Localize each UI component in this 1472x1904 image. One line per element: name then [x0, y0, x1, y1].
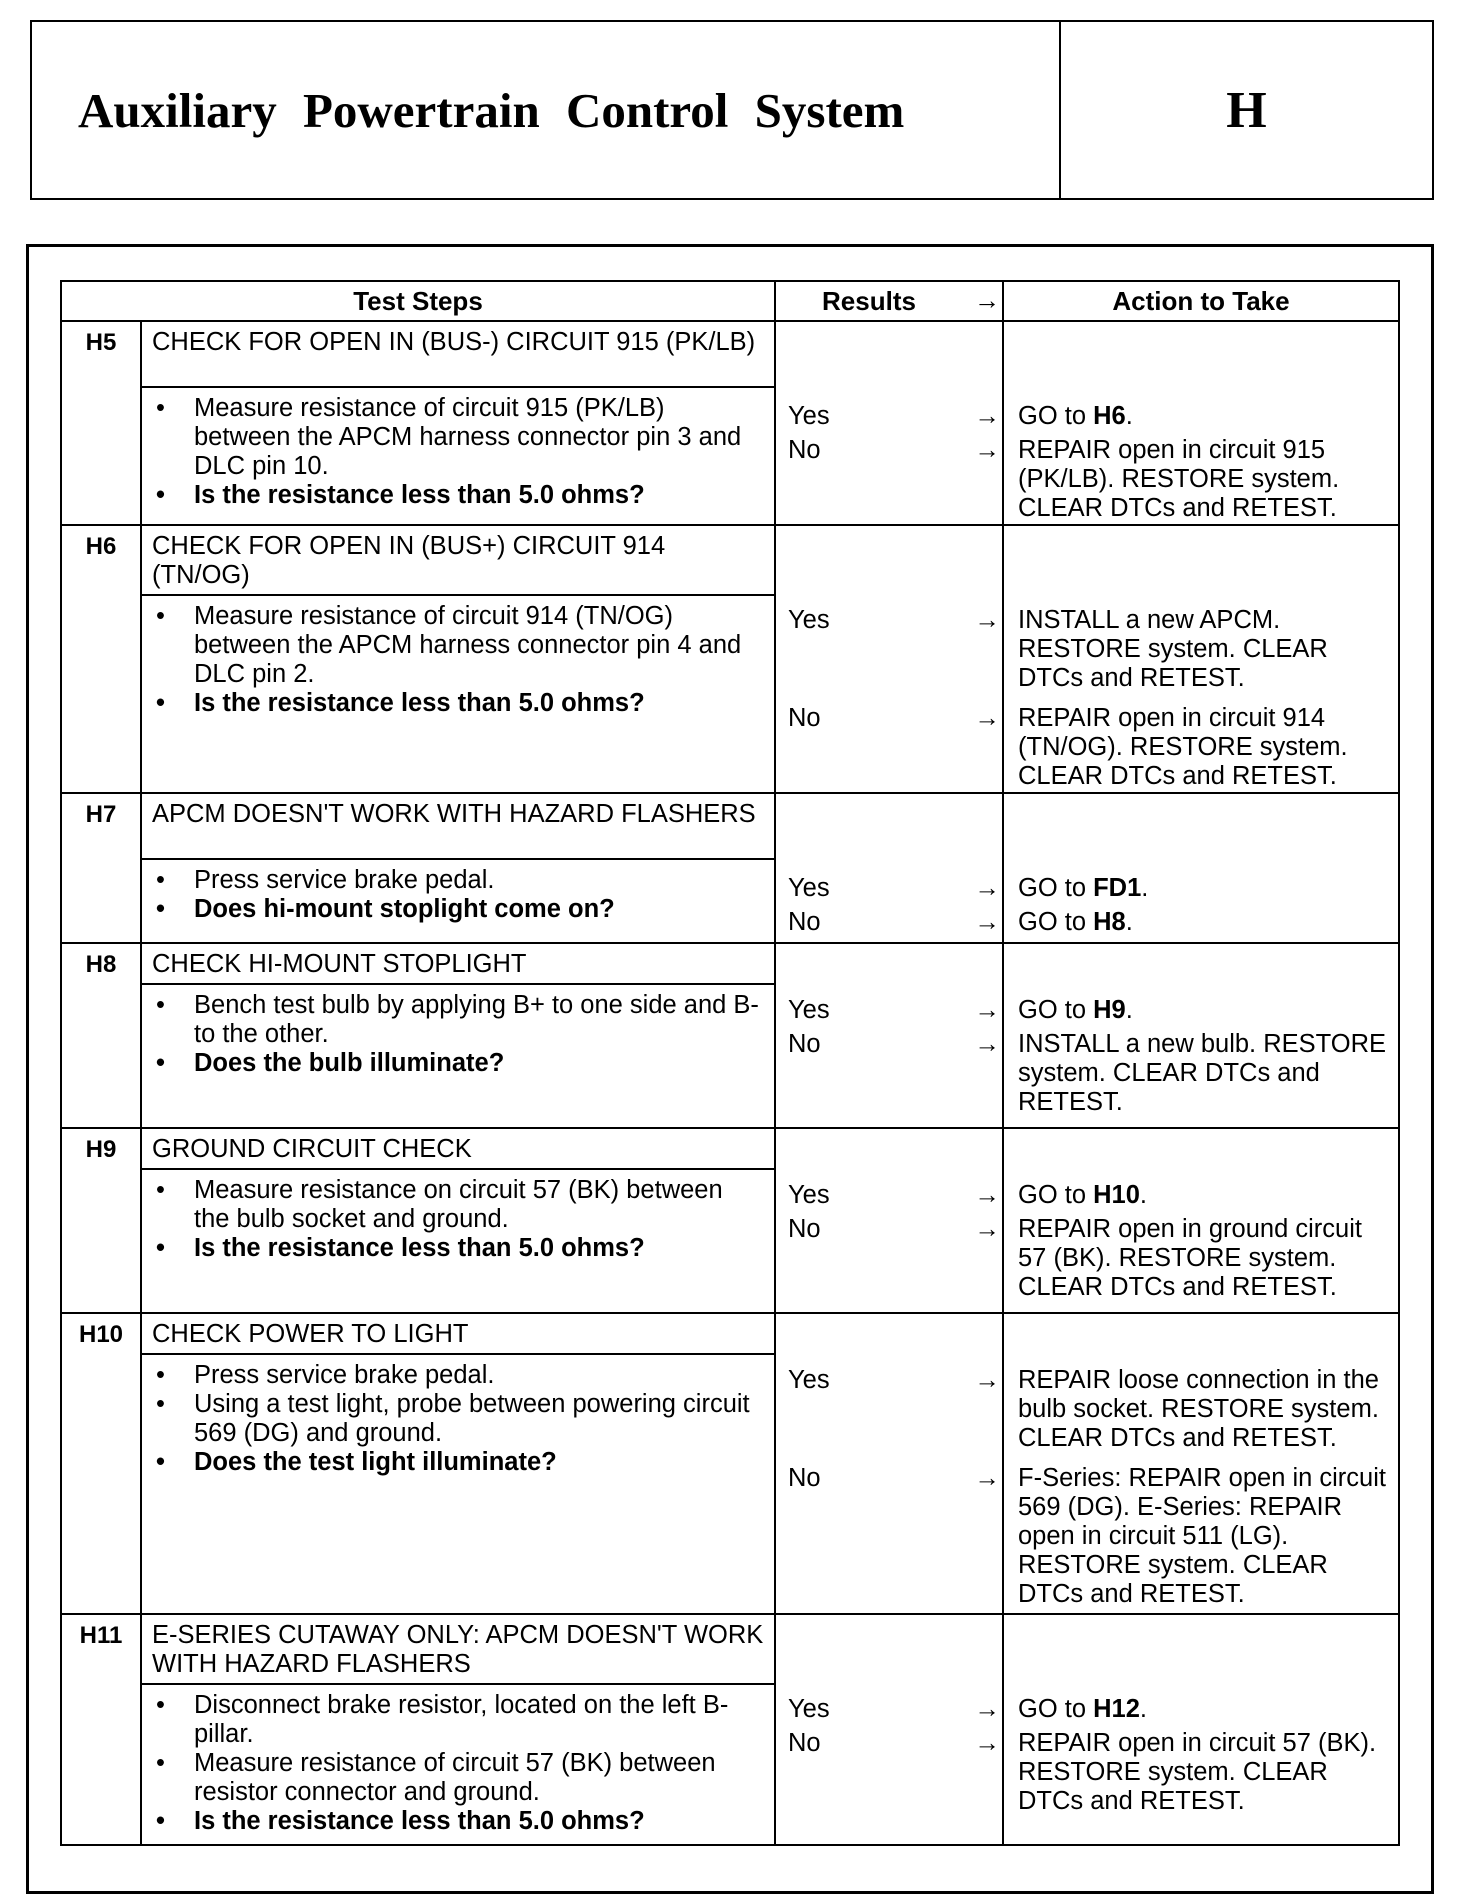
result-label: No	[788, 704, 821, 732]
list-item: • Press service brake pedal.	[154, 866, 764, 895]
step-instructions	[141, 859, 775, 943]
action-text	[1018, 874, 1392, 903]
action-text-end: .	[1125, 402, 1133, 430]
result-yes	[788, 402, 1002, 431]
action-text-main: GO to	[1018, 1181, 1094, 1209]
table-row	[61, 793, 1399, 859]
list-item: • Disconnect brake resistor, located on the left B-pillar.	[154, 1691, 764, 1749]
instruction-list	[142, 985, 774, 1086]
arrow-icon: →	[974, 1215, 1000, 1243]
list-item: • Using a test light, probe between powering circuit 569 (DG) and ground.	[154, 1390, 764, 1448]
header-test-steps: Test Steps	[61, 281, 775, 321]
result-no	[788, 908, 1002, 937]
arrow-icon: →	[974, 1695, 1000, 1723]
arrow-icon: →	[974, 996, 1000, 1024]
result-label: No	[788, 1215, 821, 1243]
list-item: • Press service brake pedal.	[154, 1361, 764, 1390]
instruction-list	[142, 388, 774, 518]
result-no	[788, 436, 1002, 465]
step-title: CHECK FOR OPEN IN (BUS-) CIRCUIT 915 (PK/LB)	[141, 321, 775, 387]
action-text	[1018, 606, 1392, 693]
action-text	[1018, 996, 1392, 1025]
instruction-list	[142, 1170, 774, 1271]
action-text-main: REPAIR open in ground circuit 57 (BK). RESTORE system. CLEAR DTCs and RETEST.	[1018, 1215, 1362, 1301]
action-cell	[1003, 1614, 1399, 1845]
action-text-end: .	[1125, 996, 1133, 1024]
action-text-main: F-Series: REPAIR open in circuit 569 (DG). E-Series: REPAIR open in circuit 511 (LG). RESTORE system. CLEAR DTCs and RETEST.	[1018, 1464, 1386, 1608]
action-text-main: REPAIR loose connection in the bulb socket. RESTORE system. CLEAR DTCs and RETEST.	[1018, 1366, 1379, 1452]
action-text	[1018, 1181, 1392, 1210]
step-question: • Is the resistance less than 5.0 ohms?	[154, 1234, 764, 1263]
result-label: Yes	[788, 874, 830, 902]
results-cell	[775, 1614, 1003, 1845]
action-text	[1018, 402, 1392, 431]
action-step-ref: H6	[1093, 402, 1126, 430]
action-text-end: .	[1141, 874, 1149, 902]
result-yes	[788, 1366, 1002, 1395]
test-steps-table	[60, 280, 1400, 1846]
arrow-icon: →	[974, 1030, 1000, 1058]
arrow-icon: →	[974, 1729, 1000, 1757]
list-item: • Measure resistance of circuit 914 (TN/OG) between the APCM harness connector pin 4 and DLC pin 2.	[154, 602, 764, 689]
arrow-icon: →	[974, 606, 1000, 634]
action-step-ref: H8	[1093, 908, 1126, 936]
result-label: Yes	[788, 1695, 830, 1723]
action-text-main: REPAIR open in circuit 57 (BK). RESTORE system. CLEAR DTCs and RETEST.	[1018, 1729, 1377, 1815]
step-instructions	[141, 1354, 775, 1614]
result-label: Yes	[788, 606, 830, 634]
instruction-list	[142, 596, 774, 726]
results-cell	[775, 943, 1003, 1128]
table-row	[61, 1128, 1399, 1169]
section-letter: H	[1226, 81, 1267, 139]
step-id: H11	[61, 1614, 141, 1845]
instruction-list	[142, 1685, 774, 1844]
step-instructions	[141, 1169, 775, 1313]
step-id: H7	[61, 793, 141, 943]
table-row	[61, 943, 1399, 984]
step-id: H10	[61, 1313, 141, 1614]
list-item: • Bench test bulb by applying B+ to one side and B- to the other.	[154, 991, 764, 1049]
arrow-icon: →	[974, 285, 1000, 315]
action-text	[1018, 1729, 1392, 1816]
table-row	[61, 321, 1399, 387]
action-step-ref: FD1	[1093, 874, 1142, 902]
result-label: Yes	[788, 402, 830, 430]
arrow-icon: →	[974, 436, 1000, 464]
action-text	[1018, 704, 1392, 791]
action-step-ref: H10	[1093, 1181, 1140, 1209]
arrow-icon: →	[974, 908, 1000, 936]
results-cell	[775, 793, 1003, 943]
page-title: Auxiliary Powertrain Control System	[32, 22, 1061, 198]
arrow-icon: →	[974, 704, 1000, 732]
instruction-list	[142, 860, 774, 932]
step-instructions	[141, 1684, 775, 1845]
result-no	[788, 1030, 1002, 1059]
results-cell	[775, 1313, 1003, 1614]
action-text	[1018, 908, 1392, 937]
step-id: H6	[61, 525, 141, 793]
list-item: • Measure resistance on circuit 57 (BK) between the bulb socket and ground.	[154, 1176, 764, 1234]
result-no	[788, 1215, 1002, 1244]
results-cell	[775, 321, 1003, 525]
action-cell	[1003, 321, 1399, 525]
action-text-main: GO to	[1018, 1695, 1094, 1723]
action-text-main: GO to	[1018, 402, 1094, 430]
arrow-icon: →	[974, 1366, 1000, 1394]
action-text-main: REPAIR open in circuit 914 (TN/OG). RESTORE system. CLEAR DTCs and RETEST.	[1018, 704, 1348, 790]
step-instructions	[141, 387, 775, 525]
action-text	[1018, 1695, 1392, 1724]
action-text-end: .	[1139, 1695, 1147, 1723]
result-label: No	[788, 1464, 821, 1492]
step-instructions	[141, 984, 775, 1128]
step-title: APCM DOESN'T WORK WITH HAZARD FLASHERS	[141, 793, 775, 859]
step-title: CHECK POWER TO LIGHT	[141, 1313, 775, 1354]
action-text	[1018, 1030, 1392, 1117]
result-yes	[788, 996, 1002, 1025]
result-label: Yes	[788, 1366, 830, 1394]
step-id: H8	[61, 943, 141, 1128]
result-no	[788, 1729, 1002, 1758]
action-text-main: REPAIR open in circuit 915 (PK/LB). RESTORE system. CLEAR DTCs and RETEST.	[1018, 436, 1340, 522]
action-text-main: INSTALL a new APCM. RESTORE system. CLEAR DTCs and RETEST.	[1018, 606, 1328, 692]
table-row	[61, 1313, 1399, 1354]
step-question: • Is the resistance less than 5.0 ohms?	[154, 689, 764, 718]
step-id: H9	[61, 1128, 141, 1313]
step-title: GROUND CIRCUIT CHECK	[141, 1128, 775, 1169]
action-text	[1018, 436, 1392, 523]
action-cell	[1003, 793, 1399, 943]
action-text-main: GO to	[1018, 874, 1094, 902]
header-results-label: Results	[822, 285, 916, 316]
result-no	[788, 1464, 1002, 1493]
arrow-icon: →	[974, 1181, 1000, 1209]
step-question: • Does the test light illuminate?	[154, 1448, 764, 1477]
result-label: No	[788, 1729, 821, 1757]
table-row	[61, 1614, 1399, 1684]
step-instructions	[141, 595, 775, 793]
step-title: CHECK FOR OPEN IN (BUS+) CIRCUIT 914 (TN/OG)	[141, 525, 775, 595]
action-step-ref: H9	[1093, 996, 1126, 1024]
result-no	[788, 704, 1002, 733]
result-label: No	[788, 436, 821, 464]
result-yes	[788, 606, 1002, 635]
step-id: H5	[61, 321, 141, 525]
header-results	[775, 281, 1003, 321]
results-cell	[775, 525, 1003, 793]
result-label: No	[788, 1030, 821, 1058]
list-item: • Measure resistance of circuit 57 (BK) between resistor connector and ground.	[154, 1749, 764, 1807]
step-title: CHECK HI-MOUNT STOPLIGHT	[141, 943, 775, 984]
action-text	[1018, 1366, 1392, 1453]
header-action: Action to Take	[1003, 281, 1399, 321]
arrow-icon: →	[974, 1464, 1000, 1492]
table-row	[61, 525, 1399, 595]
action-text-main: GO to	[1018, 996, 1094, 1024]
result-label: Yes	[788, 996, 830, 1024]
action-cell	[1003, 1313, 1399, 1614]
result-yes	[788, 874, 1002, 903]
arrow-icon: →	[974, 874, 1000, 902]
action-text	[1018, 1215, 1392, 1302]
result-yes	[788, 1695, 1002, 1724]
step-title: E-SERIES CUTAWAY ONLY: APCM DOESN'T WORK WITH HAZARD FLASHERS	[141, 1614, 775, 1684]
step-question: • Does the bulb illuminate?	[154, 1049, 764, 1078]
arrow-icon: →	[974, 402, 1000, 430]
action-cell	[1003, 943, 1399, 1128]
instruction-list	[142, 1355, 774, 1485]
action-text-end: .	[1139, 1181, 1147, 1209]
action-cell	[1003, 525, 1399, 793]
list-item: • Measure resistance of circuit 915 (PK/LB) between the APCM harness connector pin 3 and DLC pin 10.	[154, 394, 764, 481]
step-question: • Is the resistance less than 5.0 ohms?	[154, 481, 764, 510]
result-label: Yes	[788, 1181, 830, 1209]
result-yes	[788, 1181, 1002, 1210]
action-text-main: INSTALL a new bulb. RESTORE system. CLEAR DTCs and RETEST.	[1018, 1030, 1387, 1116]
step-question: • Is the resistance less than 5.0 ohms?	[154, 1807, 764, 1836]
action-cell	[1003, 1128, 1399, 1313]
action-text-end: .	[1125, 908, 1133, 936]
action-step-ref: H12	[1093, 1695, 1140, 1723]
results-cell	[775, 1128, 1003, 1313]
step-question: • Does hi-mount stoplight come on?	[154, 895, 764, 924]
result-label: No	[788, 908, 821, 936]
page-header	[30, 20, 1434, 200]
action-text	[1018, 1464, 1392, 1609]
action-text-main: GO to	[1018, 908, 1094, 936]
table-header-row	[61, 281, 1399, 321]
